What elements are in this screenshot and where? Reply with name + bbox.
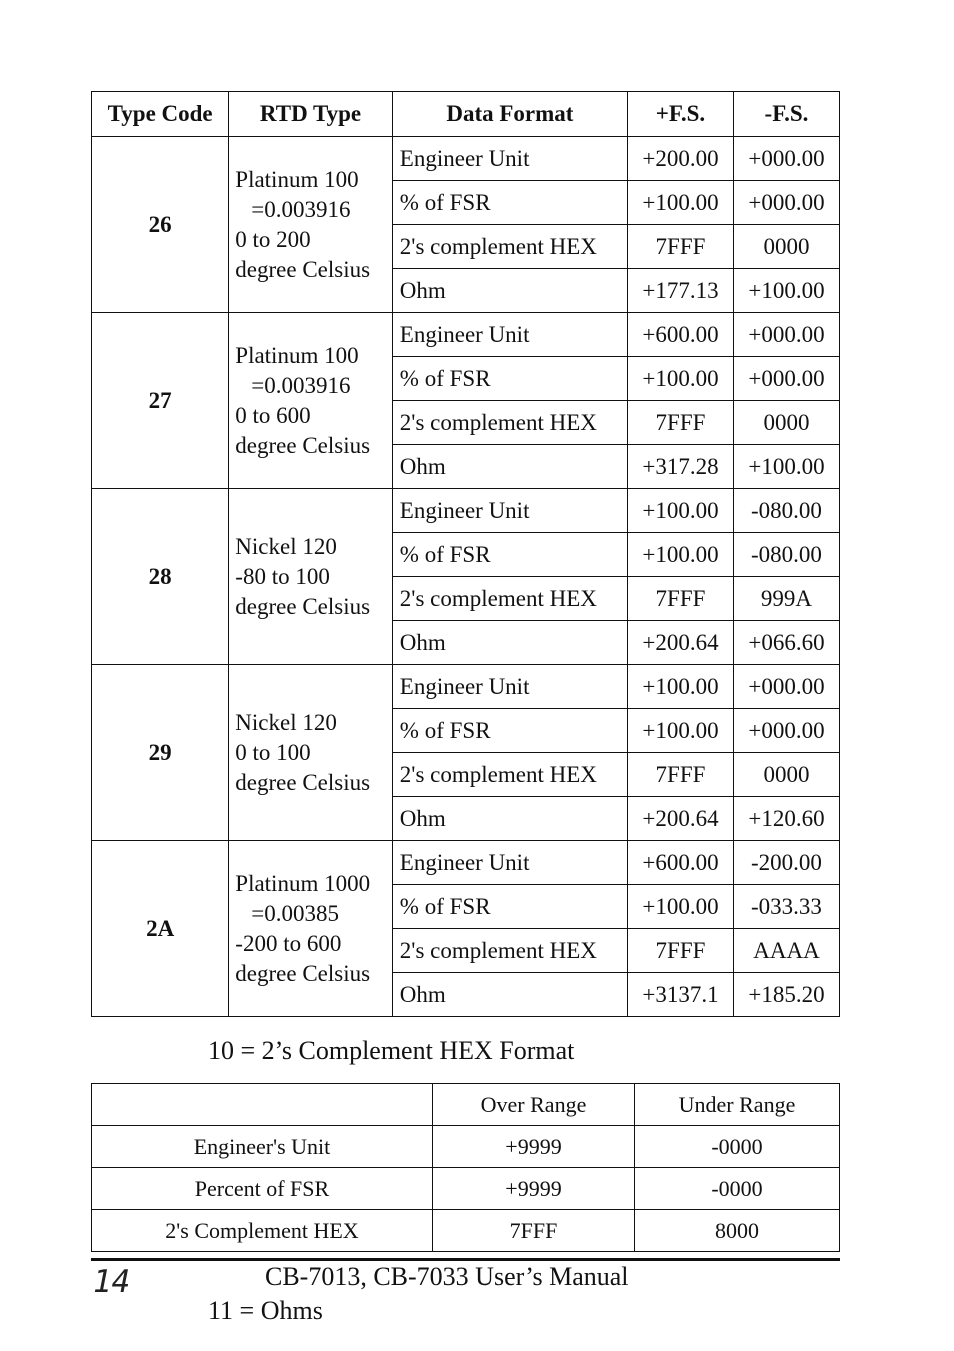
minus-fs-cell: -033.33 [733,885,839,929]
minus-fs-cell: +185.20 [733,973,839,1017]
rtd-type-line: degree Celsius [235,256,371,282]
rtd-type-line: -200 to 600 [235,930,342,956]
table-row [92,1126,840,1168]
rtd-type-cell [229,489,393,665]
plus-fs-cell: +100.00 [627,709,733,753]
header-type-code: Type Code [92,92,229,137]
plus-fs-cell: 7FFF [627,577,733,621]
data-format-cell: 2's complement HEX [392,577,627,621]
range-header-blank [92,1084,433,1126]
plus-fs-cell: +600.00 [627,313,733,357]
data-format-cell: 2's complement HEX [392,929,627,973]
under-range-cell: -0000 [635,1168,840,1210]
minus-fs-cell: +100.00 [733,445,839,489]
range-label-cell: Engineer's Unit [92,1126,433,1168]
under-range-cell: -0000 [635,1126,840,1168]
plus-fs-cell: +317.28 [627,445,733,489]
type-code-cell: 2A [92,841,229,1017]
rtd-type-line: Platinum 100 [235,166,359,192]
rtd-type-line: Nickel 120 [235,709,337,735]
plus-fs-cell: 7FFF [627,401,733,445]
header-plus-fs: +F.S. [627,92,733,137]
rtd-type-line: Platinum 1000 [235,870,371,896]
data-format-cell: Engineer Unit [392,841,627,885]
data-format-cell: % of FSR [392,181,627,225]
rtd-type-line: =0.003916 [251,196,351,222]
rtd-type-line: degree Celsius [235,960,371,986]
manual-title: CB-7013, CB-7033 User’s Manual [265,1262,629,1291]
minus-fs-cell: 0000 [733,401,839,445]
rtd-type-line: -80 to 100 [235,563,330,589]
minus-fs-cell: AAAA [733,929,839,973]
range-table-header-row [92,1084,840,1126]
minus-fs-cell: 0000 [733,225,839,269]
data-format-cell: Engineer Unit [392,665,627,709]
rtd-type-table [91,91,840,1017]
data-format-cell: Engineer Unit [392,313,627,357]
rtd-type-line: degree Celsius [235,769,371,795]
minus-fs-cell: +100.00 [733,269,839,313]
minus-fs-cell: +066.60 [733,621,839,665]
range-header-under: Under Range [635,1084,840,1126]
rtd-type-line: =0.003916 [251,372,351,398]
rtd-type-line: degree Celsius [235,432,371,458]
type-code-cell: 29 [92,665,229,841]
data-format-cell: % of FSR [392,357,627,401]
range-table [91,1083,840,1252]
rtd-type-line: 0 to 600 [235,402,311,428]
plus-fs-cell: +100.00 [627,357,733,401]
over-range-cell: +9999 [433,1126,635,1168]
plus-fs-cell: 7FFF [627,753,733,797]
data-format-cell: Engineer Unit [392,489,627,533]
data-format-cell: Ohm [392,445,627,489]
format-caption: 10 = 2’s Complement HEX Format [208,1036,575,1065]
table-row [92,489,840,533]
table-row [92,313,840,357]
range-label-cell: 2's Complement HEX [92,1210,433,1252]
rtd-type-line: =0.00385 [251,900,340,926]
data-format-cell: 2's complement HEX [392,225,627,269]
over-range-cell: +9999 [433,1168,635,1210]
data-format-cell: Ohm [392,269,627,313]
type-code-cell: 28 [92,489,229,665]
plus-fs-cell: +200.64 [627,621,733,665]
rtd-type-cell [229,313,393,489]
range-label-cell: Percent of FSR [92,1168,433,1210]
minus-fs-cell: +120.60 [733,797,839,841]
data-format-cell: % of FSR [392,533,627,577]
rtd-type-cell [229,841,393,1017]
rtd-type-line: degree Celsius [235,593,371,619]
minus-fs-cell: -080.00 [733,533,839,577]
plus-fs-cell: +200.64 [627,797,733,841]
rtd-type-line: Nickel 120 [235,533,337,559]
type-code-cell: 26 [92,137,229,313]
plus-fs-cell: +600.00 [627,841,733,885]
header-data-format: Data Format [392,92,627,137]
minus-fs-cell: -200.00 [733,841,839,885]
footer-divider [91,1258,840,1261]
minus-fs-cell: -080.00 [733,489,839,533]
data-format-cell: Ohm [392,621,627,665]
minus-fs-cell: +000.00 [733,709,839,753]
plus-fs-cell: 7FFF [627,225,733,269]
data-format-cell: 2's complement HEX [392,401,627,445]
minus-fs-cell: +000.00 [733,665,839,709]
rtd-table-header-row [92,92,840,137]
rtd-type-line: Platinum 100 [235,342,359,368]
data-format-cell: % of FSR [392,885,627,929]
data-format-cell: Ohm [392,973,627,1017]
rtd-type-cell [229,665,393,841]
minus-fs-cell: 0000 [733,753,839,797]
data-format-cell: 2's complement HEX [392,753,627,797]
plus-fs-cell: +100.00 [627,665,733,709]
plus-fs-cell: +177.13 [627,269,733,313]
page-number: 14 [93,1264,131,1300]
minus-fs-cell: +000.00 [733,181,839,225]
plus-fs-cell: +100.00 [627,533,733,577]
type-code-cell: 27 [92,313,229,489]
table-row [92,137,840,181]
table-row [92,1168,840,1210]
rtd-type-cell [229,137,393,313]
data-format-cell: Ohm [392,797,627,841]
data-format-cell: Engineer Unit [392,137,627,181]
data-format-cell: % of FSR [392,709,627,753]
table-row [92,841,840,885]
plus-fs-cell: +200.00 [627,137,733,181]
header-rtd-type: RTD Type [229,92,393,137]
over-range-cell: 7FFF [433,1210,635,1252]
rtd-type-line: 0 to 100 [235,739,311,765]
rtd-type-line: 0 to 200 [235,226,311,252]
table-row [92,1210,840,1252]
plus-fs-cell: +100.00 [627,885,733,929]
minus-fs-cell: +000.00 [733,137,839,181]
minus-fs-cell: +000.00 [733,357,839,401]
minus-fs-cell: +000.00 [733,313,839,357]
minus-fs-cell: 999A [733,577,839,621]
plus-fs-cell: +100.00 [627,181,733,225]
under-range-cell: 8000 [635,1210,840,1252]
plus-fs-cell: +100.00 [627,489,733,533]
table-row [92,665,840,709]
range-header-over: Over Range [433,1084,635,1126]
plus-fs-cell: +3137.1 [627,973,733,1017]
header-minus-fs: -F.S. [733,92,839,137]
plus-fs-cell: 7FFF [627,929,733,973]
ohms-caption: 11 = Ohms [208,1296,323,1325]
